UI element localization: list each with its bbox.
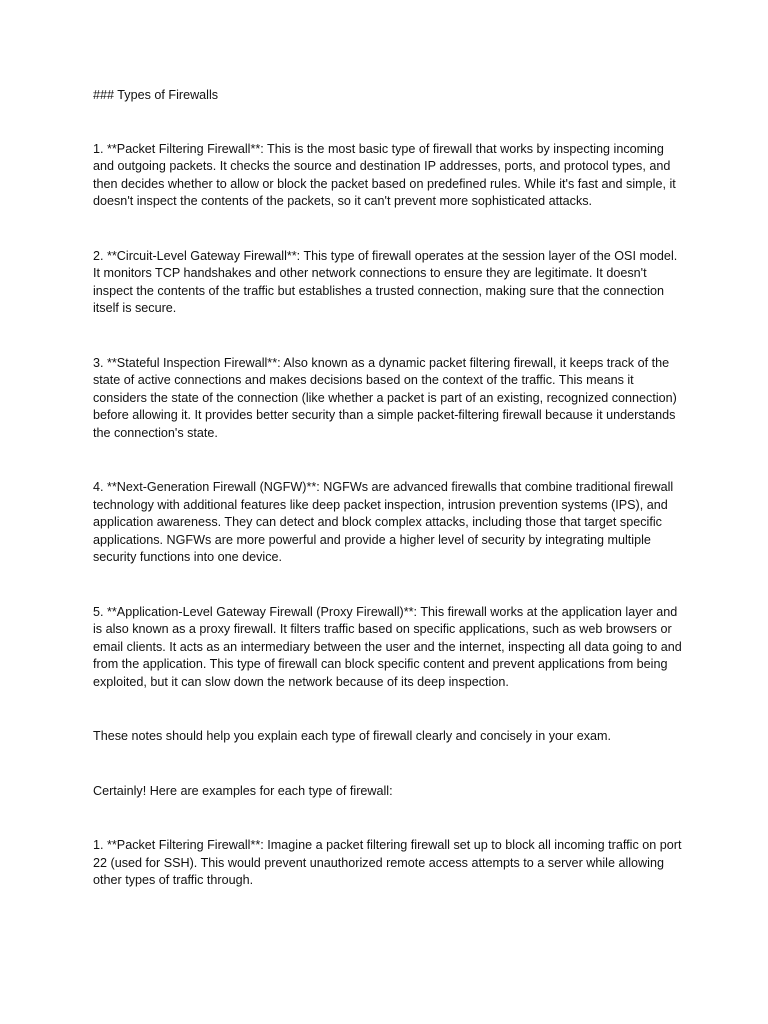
- paragraph-examples-intro: Certainly! Here are examples for each type of firewall:: [93, 783, 393, 798]
- paragraph-circuit-level-gateway: 2. **Circuit-Level Gateway Firewall**: This type of firewall operates at the session layer of the OSI model. It monitors TCP handshakes and other network connections to ensure they are legitimate. It doesn't inspect the contents of the traffic but establishes a trusted connection, making sure that the connection itself is secure.: [93, 248, 678, 315]
- paragraph-closing-note: These notes should help you explain each type of firewall clearly and concisely in your exam.: [93, 729, 612, 743]
- paragraph-next-generation: 4. **Next-Generation Firewall (NGFW)**: NGFWs are advanced firewalls that combine traditional firewall technology with additional features like deep packet inspection, intrusion prevention systems (IPS), and application awareness. They can detect and block complex attacks, including those that target specific applications. NGFWs are more powerful and provide a higher level of security by integrating multiple security functions into one device.: [93, 480, 674, 564]
- document-heading: ### Types of Firewalls: [93, 88, 219, 102]
- paragraph-stateful-inspection: 3. **Stateful Inspection Firewall**: Also known as a dynamic packet filtering firewall, it keeps track of the state of active connections and makes decisions based on the context of the traffic. This means it considers the state of the connection (like whether a packet is part of an existing, recognized connection) before allowing it. It provides better security than a simple packet-filtering firewall because it understands the connection's state.: [93, 355, 677, 440]
- paragraph-packet-filtering: 1. **Packet Filtering Firewall**: This is the most basic type of firewall that works by inspecting incoming and outgoing packets. It checks the source and destination IP addresses, ports, and protocol types, and then decides whether to allow or block the packet based on predefined rules. While it's fast and simple, it doesn't inspect the contents of the packets, so it can't prevent more sophisticated attacks.: [93, 141, 676, 208]
- paragraph-example-packet-filtering: 1. **Packet Filtering Firewall**: Imagine a packet filtering firewall set up to block all incoming traffic on port 22 (used for SSH). This would prevent unauthorized remote access attempts to a server while allowing other types of traffic through.: [93, 838, 682, 887]
- paragraph-application-level-gateway: 5. **Application-Level Gateway Firewall (Proxy Firewall)**: This firewall works at the application layer and is also known as a proxy firewall. It filters traffic based on specific applications, such as web browsers or email clients. It acts as an intermediary between the user and the internet, inspecting all data going to and from the application. This type of firewall can block specific content and prevent applications from being exploited, but it can slow down the network because of its deep inspection.: [93, 604, 682, 689]
- document-body: [93, 87, 683, 927]
